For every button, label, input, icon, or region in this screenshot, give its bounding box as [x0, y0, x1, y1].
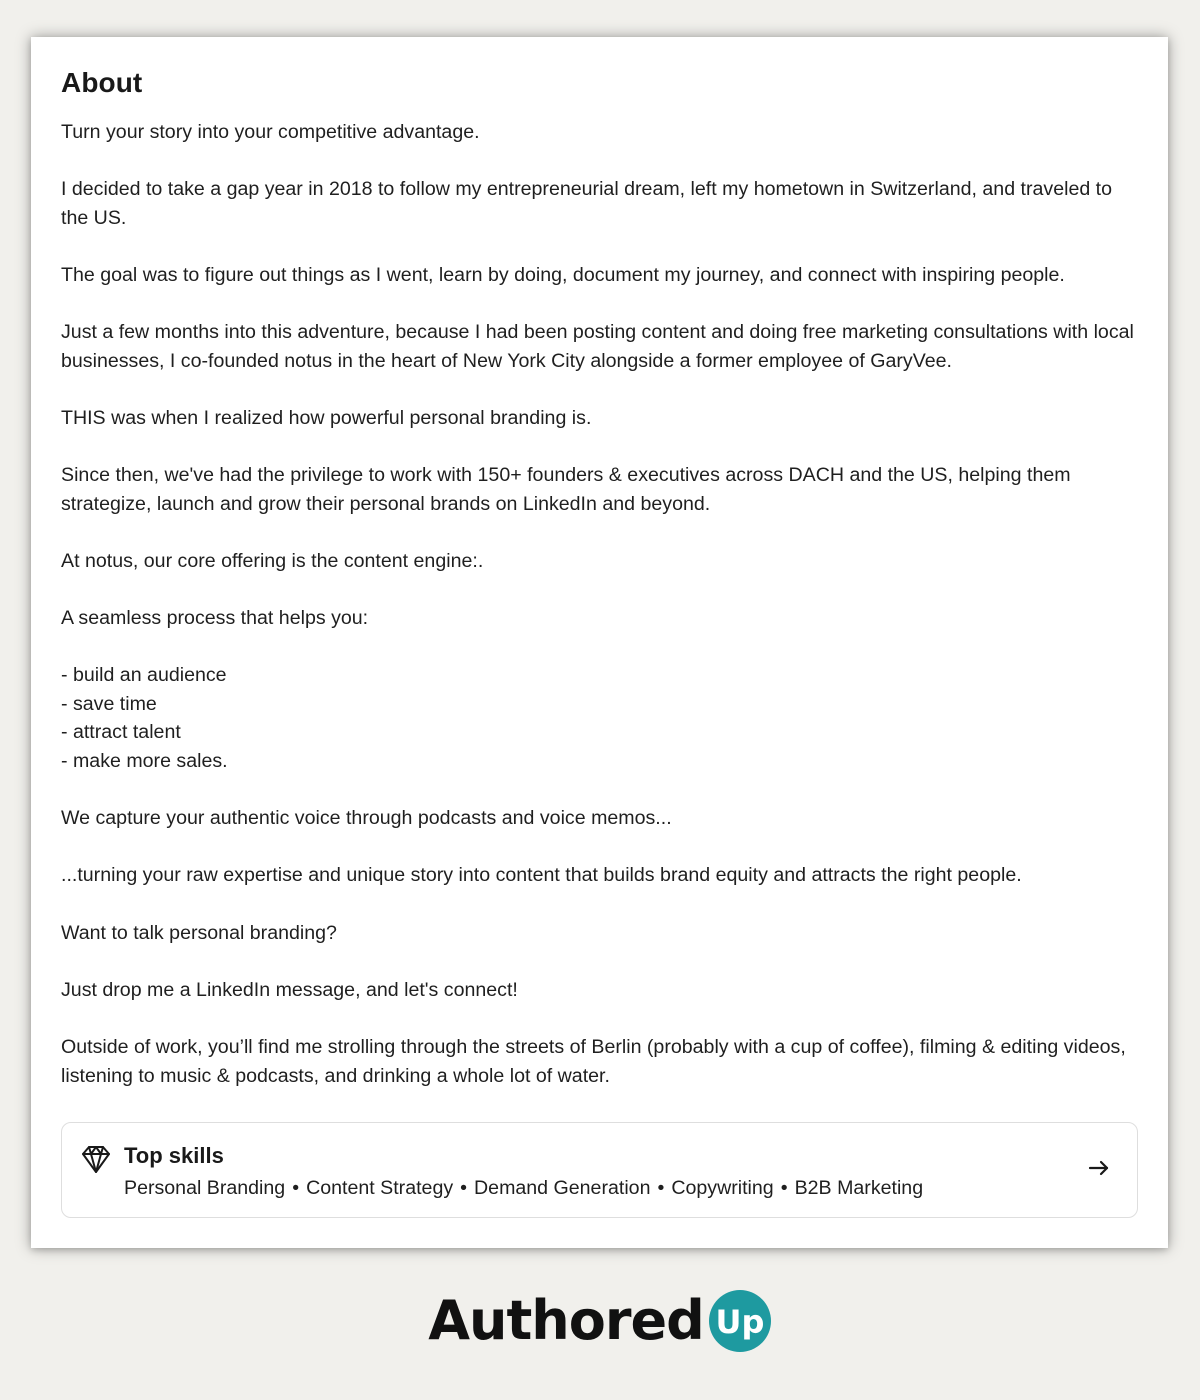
- skill-item: Personal Branding: [124, 1177, 286, 1199]
- about-paragraph: Outside of work, you’ll find me strolling through the streets of Berlin (probably with a cup of coffee), filming & editing videos, listening to music & podcasts, and drinking a whole lot of water.: [61, 1036, 1126, 1087]
- about-paragraph: We capture your authentic voice through podcasts and voice memos...: [61, 807, 672, 830]
- about-paragraph: Just drop me a LinkedIn message, and let's connect!: [61, 978, 518, 1001]
- skill-separator: •: [780, 1177, 788, 1199]
- skill-separator: •: [460, 1177, 468, 1199]
- skill-item: Demand Generation: [474, 1177, 651, 1199]
- about-paragraph: THIS was when I realized how powerful personal branding is.: [61, 406, 592, 429]
- authoredup-logo: [0, 1288, 1200, 1354]
- about-paragraph: ...turning your raw expertise and unique story into content that builds brand equity and attracts the right people.: [61, 864, 1022, 887]
- about-card: [31, 37, 1168, 1248]
- diamond-icon: [80, 1143, 112, 1175]
- about-paragraph: Turn your story into your competitive advantage.: [61, 121, 480, 143]
- about-paragraph: The goal was to figure out things as I went, learn by doing, document my journey, and connect with inspiring people.: [61, 263, 1065, 286]
- about-paragraph: Just a few months into this adventure, because I had been posting content and doing free marketing consultations with local businesses, I co-founded notus in the heart of New York City alongside a former employee of GaryVee.: [61, 321, 1134, 372]
- about-paragraph: At notus, our core offering is the content engine:.: [61, 549, 484, 572]
- top-skills-list: [124, 1177, 923, 1200]
- arrow-right-icon[interactable]: [1087, 1156, 1111, 1180]
- about-paragraph: Want to talk personal branding?: [61, 921, 337, 944]
- skill-item: Content Strategy: [306, 1177, 454, 1199]
- authoredup-up-badge-icon: [708, 1289, 772, 1353]
- top-skills-title: Top skills: [124, 1143, 224, 1168]
- brand-wordmark: Authored: [428, 1289, 704, 1352]
- about-text: [61, 118, 1141, 1090]
- skill-separator: •: [657, 1177, 665, 1199]
- skill-separator: •: [292, 1177, 300, 1199]
- top-skills-card[interactable]: [61, 1122, 1138, 1218]
- skill-item: Copywriting: [671, 1177, 774, 1199]
- about-paragraph: A seamless process that helps you:: [61, 607, 369, 630]
- about-title: About: [61, 67, 143, 98]
- about-paragraph: I decided to take a gap year in 2018 to follow my entrepreneurial dream, left my hometown in Switzerland, and traveled to the US.: [61, 178, 1113, 229]
- brand-badge-text: Up: [715, 1303, 765, 1341]
- skill-item: B2B Marketing: [794, 1177, 924, 1199]
- about-bullet-list: - build an audience - save time - attract talent - make more sales.: [61, 664, 228, 773]
- about-paragraph: Since then, we've had the privilege to work with 150+ founders & executives across DACH and the US, helping them strategize, launch and grow their personal brands on LinkedIn and beyond.: [61, 464, 1071, 515]
